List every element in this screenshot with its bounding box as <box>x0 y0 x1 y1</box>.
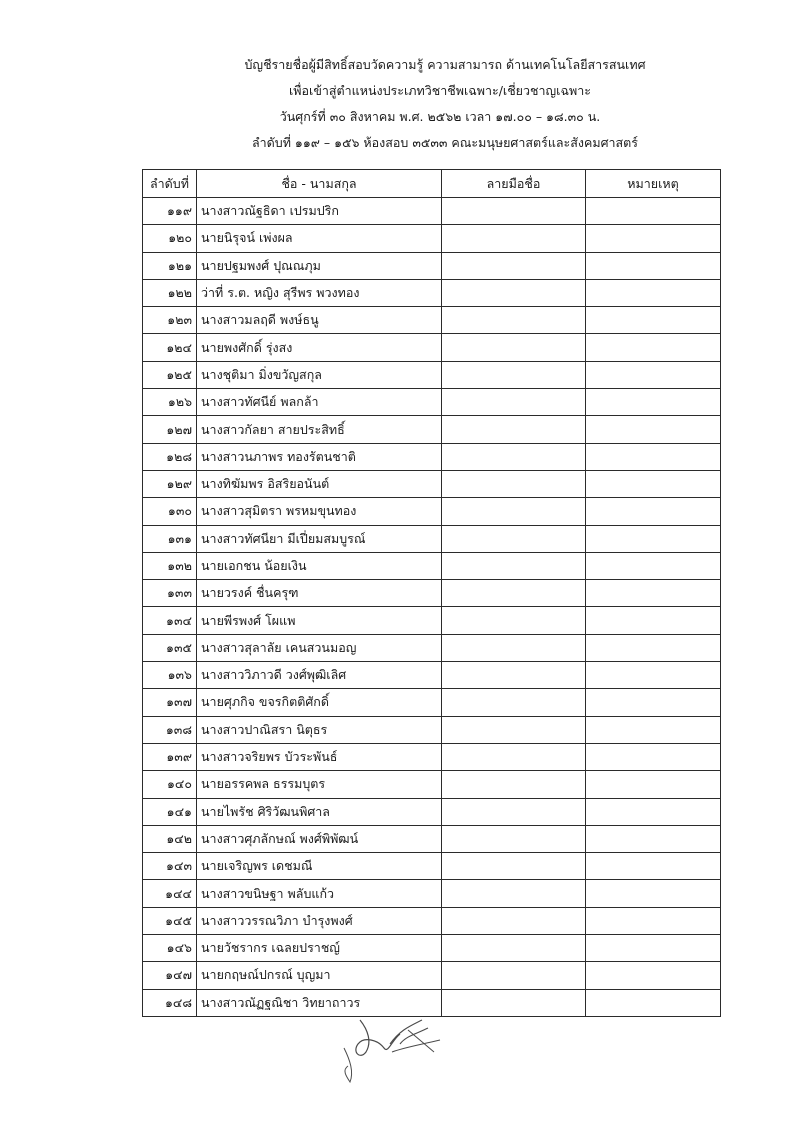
row-name: นางสาวณัฏฐณิชา วิทยาถาวร <box>197 989 442 1016</box>
row-number: ๑๓๓ <box>143 580 197 607</box>
row-name: นายนิรุจน์ เพ่งผล <box>197 225 442 252</box>
row-remark-cell[interactable] <box>586 279 721 306</box>
row-number: ๑๒๔ <box>143 334 197 361</box>
row-signature-cell[interactable] <box>442 525 586 552</box>
row-number: ๑๓๕ <box>143 634 197 661</box>
row-signature-cell[interactable] <box>442 607 586 634</box>
row-signature-cell[interactable] <box>442 907 586 934</box>
row-number: ๑๓๘ <box>143 716 197 743</box>
row-signature-cell[interactable] <box>442 334 586 361</box>
row-name: นางสาวนภาพร ทองรัตนชาติ <box>197 443 442 470</box>
row-remark-cell[interactable] <box>586 198 721 225</box>
row-name: นางสาววรรณวิภา บำรุงพงศ์ <box>197 907 442 934</box>
row-name: นางสาวสุลาลัย เคนสวนมอญ <box>197 634 442 661</box>
row-number: ๑๓๔ <box>143 607 197 634</box>
row-signature-cell[interactable] <box>442 361 586 388</box>
table-row <box>143 470 721 497</box>
row-name: นางทิฆัมพร อิสริยอนันต์ <box>197 470 442 497</box>
column-header-remark: หมายเหตุ <box>586 170 721 198</box>
table-row <box>143 880 721 907</box>
row-number: ๑๔๕ <box>143 907 197 934</box>
row-remark-cell[interactable] <box>586 552 721 579</box>
table-row <box>143 525 721 552</box>
row-remark-cell[interactable] <box>586 470 721 497</box>
row-signature-cell[interactable] <box>442 252 586 279</box>
table-row <box>143 443 721 470</box>
row-remark-cell[interactable] <box>586 416 721 443</box>
header-position: เพื่อเข้าสู่ตำแหน่งประเภทวิชาชีพเฉพาะ/เชี่ยวชาญเฉพาะ <box>289 83 591 98</box>
table-row <box>143 389 721 416</box>
row-number: ๑๓๙ <box>143 743 197 770</box>
row-name: นางชุติมา มิ่งขวัญสกุล <box>197 361 442 388</box>
row-name: นายเจริญพร เดชมณี <box>197 853 442 880</box>
row-number: ๑๑๙ <box>143 198 197 225</box>
row-signature-cell[interactable] <box>442 743 586 770</box>
row-name: นางสาวกัลยา สายประสิทธิ์ <box>197 416 442 443</box>
handwritten-signature <box>330 1000 450 1090</box>
row-remark-cell[interactable] <box>586 935 721 962</box>
table-row <box>143 716 721 743</box>
row-number: ๑๔๘ <box>143 989 197 1016</box>
row-signature-cell[interactable] <box>442 716 586 743</box>
row-remark-cell[interactable] <box>586 989 721 1016</box>
row-remark-cell[interactable] <box>586 689 721 716</box>
table-row <box>143 225 721 252</box>
row-number: ๑๔๖ <box>143 935 197 962</box>
attendance-table <box>142 169 721 1017</box>
row-remark-cell[interactable] <box>586 607 721 634</box>
row-remark-cell[interactable] <box>586 825 721 852</box>
row-number: ๑๒๐ <box>143 225 197 252</box>
header-title: บัญชีรายชื่อผู้มีสิทธิ์สอบวัดความรู้ ความสามารถ ด้านเทคโนโลยีสารสนเทศ <box>244 57 646 72</box>
row-name: นายไพรัช ศิริวัฒนพิศาล <box>197 798 442 825</box>
row-name: นายอรรคพล ธรรมบุตร <box>197 771 442 798</box>
row-name: นางสาวจริยพร บัวระพันธ์ <box>197 743 442 770</box>
column-header-signature: ลายมือชื่อ <box>442 170 586 198</box>
row-number: ๑๒๕ <box>143 361 197 388</box>
row-remark-cell[interactable] <box>586 962 721 989</box>
row-remark-cell[interactable] <box>586 580 721 607</box>
row-number: ๑๔๐ <box>143 771 197 798</box>
row-remark-cell[interactable] <box>586 334 721 361</box>
table-row <box>143 552 721 579</box>
row-signature-cell[interactable] <box>442 989 586 1016</box>
row-name: นายเอกชน น้อยเงิน <box>197 552 442 579</box>
row-remark-cell[interactable] <box>586 771 721 798</box>
row-number: ๑๓๑ <box>143 525 197 552</box>
table-row <box>143 907 721 934</box>
row-signature-cell[interactable] <box>442 634 586 661</box>
table-row <box>143 825 721 852</box>
row-signature-cell[interactable] <box>442 689 586 716</box>
row-name: นายปฐมพงศ์ ปุณณภุม <box>197 252 442 279</box>
row-name: นางสาวขนิษฐา พลับแก้ว <box>197 880 442 907</box>
row-number: ๑๒๑ <box>143 252 197 279</box>
row-name: นางสาวทัศนียา มีเปี่ยมสมบูรณ์ <box>197 525 442 552</box>
row-number: ๑๓๒ <box>143 552 197 579</box>
row-remark-cell[interactable] <box>586 498 721 525</box>
row-remark-cell[interactable] <box>586 307 721 334</box>
table-row <box>143 498 721 525</box>
row-remark-cell[interactable] <box>586 743 721 770</box>
row-name: นายพงศักดิ์ รุ่งสง <box>197 334 442 361</box>
row-signature-cell[interactable] <box>442 580 586 607</box>
row-number: ๑๔๓ <box>143 853 197 880</box>
row-signature-cell[interactable] <box>442 470 586 497</box>
row-signature-cell[interactable] <box>442 225 586 252</box>
table-row <box>143 935 721 962</box>
row-number: ๑๓๖ <box>143 662 197 689</box>
table-row <box>143 252 721 279</box>
row-signature-cell[interactable] <box>442 880 586 907</box>
table-row <box>143 771 721 798</box>
table-row <box>143 662 721 689</box>
row-remark-cell[interactable] <box>586 389 721 416</box>
row-number: ๑๔๔ <box>143 880 197 907</box>
row-signature-cell[interactable] <box>442 825 586 852</box>
table-row <box>143 279 721 306</box>
row-remark-cell[interactable] <box>586 798 721 825</box>
row-signature-cell[interactable] <box>442 416 586 443</box>
table-row <box>143 307 721 334</box>
document-header <box>0 52 800 156</box>
table-row <box>143 607 721 634</box>
row-signature-cell[interactable] <box>442 552 586 579</box>
row-number: ๑๒๘ <box>143 443 197 470</box>
row-signature-cell[interactable] <box>442 389 586 416</box>
row-remark-cell[interactable] <box>586 662 721 689</box>
table-body <box>143 198 721 1017</box>
row-number: ๑๔๗ <box>143 962 197 989</box>
row-signature-cell[interactable] <box>442 662 586 689</box>
table-row <box>143 361 721 388</box>
row-number: ๑๓๗ <box>143 689 197 716</box>
table-row <box>143 689 721 716</box>
row-name: ว่าที่ ร.ต. หญิง สุรีพร พวงทอง <box>197 279 442 306</box>
row-name: นายกฤษณ์ปกรณ์ บุญมา <box>197 962 442 989</box>
row-name: นางสาวสุมิตรา พรหมขุนทอง <box>197 498 442 525</box>
row-signature-cell[interactable] <box>442 198 586 225</box>
row-number: ๑๒๗ <box>143 416 197 443</box>
header-date-time: วันศุกร์ที่ ๓๐ สิงหาคม พ.ศ. ๒๕๖๒ เวลา ๑๗.๐๐ – ๑๘.๓๐ น. <box>279 109 601 124</box>
row-remark-cell[interactable] <box>586 853 721 880</box>
row-signature-cell[interactable] <box>442 498 586 525</box>
row-number: ๑๒๒ <box>143 279 197 306</box>
row-signature-cell[interactable] <box>442 307 586 334</box>
row-remark-cell[interactable] <box>586 361 721 388</box>
row-remark-cell[interactable] <box>586 907 721 934</box>
header-room: ลำดับที่ ๑๑๙ – ๑๕๖ ห้องสอบ ๓๕๓๓ คณะมนุษยศาสตร์และสังคมศาสตร์ <box>251 135 639 150</box>
row-number: ๑๓๐ <box>143 498 197 525</box>
row-signature-cell[interactable] <box>442 771 586 798</box>
row-signature-cell[interactable] <box>442 279 586 306</box>
table-row <box>143 634 721 661</box>
row-name: นางสาววิภาวดี วงศ์พุฒิเลิศ <box>197 662 442 689</box>
row-remark-cell[interactable] <box>586 225 721 252</box>
column-header-number: ลำดับที่ <box>143 170 197 198</box>
row-signature-cell[interactable] <box>442 962 586 989</box>
row-name: นางสาวปาณิสรา นิตุธร <box>197 716 442 743</box>
row-name: นางสาวศุภลักษณ์ พงศ์พิพัฒน์ <box>197 825 442 852</box>
row-name: นางสาวมลฤดี พงษ์ธนู <box>197 307 442 334</box>
table-row <box>143 962 721 989</box>
row-remark-cell[interactable] <box>586 252 721 279</box>
row-remark-cell[interactable] <box>586 880 721 907</box>
table-row <box>143 580 721 607</box>
row-number: ๑๔๑ <box>143 798 197 825</box>
row-number: ๑๔๒ <box>143 825 197 852</box>
row-remark-cell[interactable] <box>586 634 721 661</box>
table-row <box>143 853 721 880</box>
table-row <box>143 416 721 443</box>
row-signature-cell[interactable] <box>442 935 586 962</box>
table-header-row <box>143 170 721 198</box>
row-number: ๑๒๙ <box>143 470 197 497</box>
row-signature-cell[interactable] <box>442 853 586 880</box>
row-remark-cell[interactable] <box>586 443 721 470</box>
row-remark-cell[interactable] <box>586 525 721 552</box>
column-header-name: ชื่อ - นามสกุล <box>197 170 442 198</box>
row-name: นางสาวณัฐธิดา เปรมปริก <box>197 198 442 225</box>
row-number: ๑๒๓ <box>143 307 197 334</box>
row-name: นายวรงค์ ชื่นครุฑ <box>197 580 442 607</box>
row-name: นายศุภกิจ ขจรกิตติศักดิ์ <box>197 689 442 716</box>
table-row <box>143 198 721 225</box>
row-signature-cell[interactable] <box>442 443 586 470</box>
row-number: ๑๒๖ <box>143 389 197 416</box>
row-name: นางสาวทัศนีย์ พลกล้า <box>197 389 442 416</box>
table-row <box>143 798 721 825</box>
table-row <box>143 743 721 770</box>
row-name: นายพีรพงศ์ โผแพ <box>197 607 442 634</box>
row-signature-cell[interactable] <box>442 798 586 825</box>
row-name: นายวัชรากร เฉลยปราชญ์ <box>197 935 442 962</box>
table-row <box>143 334 721 361</box>
row-remark-cell[interactable] <box>586 716 721 743</box>
